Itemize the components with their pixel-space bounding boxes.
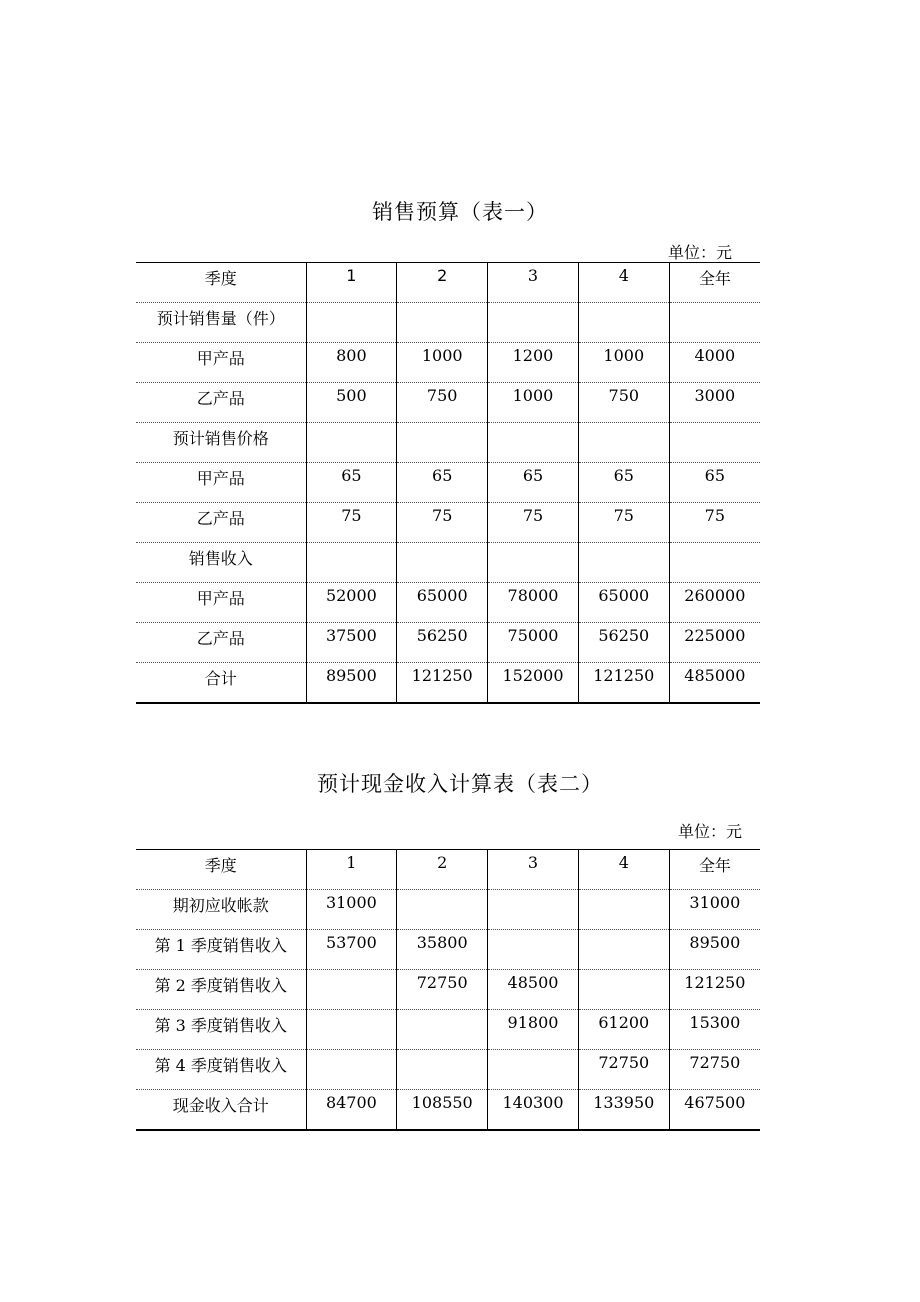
table-cell: 89500 <box>669 930 760 970</box>
table-cell <box>306 1050 397 1090</box>
table-cell: 65 <box>397 463 488 503</box>
row-label: 第 1 季度销售收入 <box>136 930 306 970</box>
table-cell: 75000 <box>488 623 579 663</box>
header-cell: 2 <box>397 850 488 890</box>
table-cell: 65000 <box>578 583 669 623</box>
table-cell <box>488 543 579 583</box>
table-cell: 152000 <box>488 663 579 703</box>
table-row <box>136 970 760 1010</box>
table-cell: 56250 <box>578 623 669 663</box>
table-cell: 31000 <box>306 890 397 930</box>
table-cell <box>397 423 488 463</box>
table-cell: 1200 <box>488 343 579 383</box>
table-cell: 72750 <box>669 1050 760 1090</box>
table-row <box>136 583 760 623</box>
table-cell: 72750 <box>397 970 488 1010</box>
table-cell: 1000 <box>488 383 579 423</box>
table-cell: 65 <box>669 463 760 503</box>
table-cell: 61200 <box>578 1010 669 1050</box>
table-cell: 467500 <box>669 1090 760 1130</box>
table-cell: 108550 <box>397 1090 488 1130</box>
table-cell: 1000 <box>397 343 488 383</box>
row-label: 第 4 季度销售收入 <box>136 1050 306 1090</box>
header-cell: 全年 <box>669 263 760 303</box>
row-label: 预计销售价格 <box>136 423 306 463</box>
table-cell <box>669 543 760 583</box>
table-cell: 72750 <box>578 1050 669 1090</box>
row-label: 甲产品 <box>136 463 306 503</box>
table-cell: 75 <box>306 503 397 543</box>
table-cell <box>578 303 669 343</box>
header-cell: 1 <box>306 850 397 890</box>
table-cell: 121250 <box>669 970 760 1010</box>
table-row <box>136 623 760 663</box>
table-cell <box>578 970 669 1010</box>
table-cell <box>397 1010 488 1050</box>
table-cell: 37500 <box>306 623 397 663</box>
table-cell <box>306 303 397 343</box>
table-cell <box>306 423 397 463</box>
cash-receipts-title: 预计现金收入计算表（表二） <box>317 772 603 796</box>
table-row <box>136 543 760 583</box>
row-label: 乙产品 <box>136 623 306 663</box>
table-cell <box>578 930 669 970</box>
table-cell: 56250 <box>397 623 488 663</box>
table-cell <box>306 1010 397 1050</box>
header-cell: 1 <box>306 263 397 303</box>
table-row <box>136 890 760 930</box>
table-cell: 800 <box>306 343 397 383</box>
table-cell <box>488 890 579 930</box>
table-cell: 750 <box>578 383 669 423</box>
row-label: 甲产品 <box>136 343 306 383</box>
table-cell <box>397 890 488 930</box>
table-cell: 65 <box>488 463 579 503</box>
cash-receipts-table <box>136 849 760 1131</box>
table-cell: 75 <box>488 503 579 543</box>
table-header-row <box>136 850 760 890</box>
table-cell: 1000 <box>578 343 669 383</box>
table-row <box>136 423 760 463</box>
table-cell <box>397 1050 488 1090</box>
cash-receipts-unit: 单位：元 <box>677 822 742 841</box>
table-cell <box>488 1050 579 1090</box>
table-row <box>136 930 760 970</box>
table-cell <box>578 423 669 463</box>
table-cell: 78000 <box>488 583 579 623</box>
row-label: 乙产品 <box>136 503 306 543</box>
table-header-row <box>136 263 760 303</box>
table-cell: 65 <box>578 463 669 503</box>
table-cell: 225000 <box>669 623 760 663</box>
table-total-row <box>136 663 760 703</box>
table-cell <box>488 930 579 970</box>
row-label: 预计销售量（件） <box>136 303 306 343</box>
table-cell <box>397 543 488 583</box>
table-cell: 91800 <box>488 1010 579 1050</box>
table-cell <box>306 543 397 583</box>
row-label: 第 3 季度销售收入 <box>136 1010 306 1050</box>
table-cell: 140300 <box>488 1090 579 1130</box>
table-row <box>136 1050 760 1090</box>
table-cell: 35800 <box>397 930 488 970</box>
row-label: 合计 <box>136 663 306 703</box>
table-cell: 75 <box>578 503 669 543</box>
header-cell: 3 <box>488 850 579 890</box>
row-label: 甲产品 <box>136 583 306 623</box>
sales-budget-title: 销售预算（表一） <box>372 200 548 224</box>
table-cell: 485000 <box>669 663 760 703</box>
table-cell <box>306 970 397 1010</box>
table-cell: 260000 <box>669 583 760 623</box>
row-label: 销售收入 <box>136 543 306 583</box>
table-cell: 89500 <box>306 663 397 703</box>
sales-budget-unit: 单位：元 <box>667 243 732 262</box>
header-cell: 3 <box>488 263 579 303</box>
table-cell: 65000 <box>397 583 488 623</box>
row-label: 期初应收帐款 <box>136 890 306 930</box>
header-cell: 4 <box>578 850 669 890</box>
table-row <box>136 503 760 543</box>
header-cell: 4 <box>578 263 669 303</box>
table-cell: 52000 <box>306 583 397 623</box>
header-cell: 季度 <box>136 850 306 890</box>
table-cell <box>669 303 760 343</box>
table-cell: 48500 <box>488 970 579 1010</box>
table-cell <box>578 543 669 583</box>
table-cell <box>578 890 669 930</box>
table-row <box>136 303 760 343</box>
table-cell <box>488 423 579 463</box>
table-cell: 15300 <box>669 1010 760 1050</box>
table-cell: 500 <box>306 383 397 423</box>
table-cell: 121250 <box>397 663 488 703</box>
table-cell <box>488 303 579 343</box>
table-cell: 3000 <box>669 383 760 423</box>
table-cell: 75 <box>397 503 488 543</box>
table-row <box>136 1010 760 1050</box>
row-label: 现金收入合计 <box>136 1090 306 1130</box>
table-row <box>136 463 760 503</box>
table-total-row <box>136 1090 760 1130</box>
table-cell: 31000 <box>669 890 760 930</box>
row-label: 第 2 季度销售收入 <box>136 970 306 1010</box>
table-cell <box>669 423 760 463</box>
header-cell: 全年 <box>669 850 760 890</box>
table-row <box>136 383 760 423</box>
table-cell: 133950 <box>578 1090 669 1130</box>
table-cell <box>397 303 488 343</box>
row-label: 乙产品 <box>136 383 306 423</box>
table-cell: 84700 <box>306 1090 397 1130</box>
sales-budget-table <box>136 262 760 704</box>
table-cell: 121250 <box>578 663 669 703</box>
header-cell: 季度 <box>136 263 306 303</box>
table-cell: 4000 <box>669 343 760 383</box>
table-cell: 750 <box>397 383 488 423</box>
table-row <box>136 343 760 383</box>
table-cell: 53700 <box>306 930 397 970</box>
table-cell: 65 <box>306 463 397 503</box>
table-cell: 75 <box>669 503 760 543</box>
header-cell: 2 <box>397 263 488 303</box>
